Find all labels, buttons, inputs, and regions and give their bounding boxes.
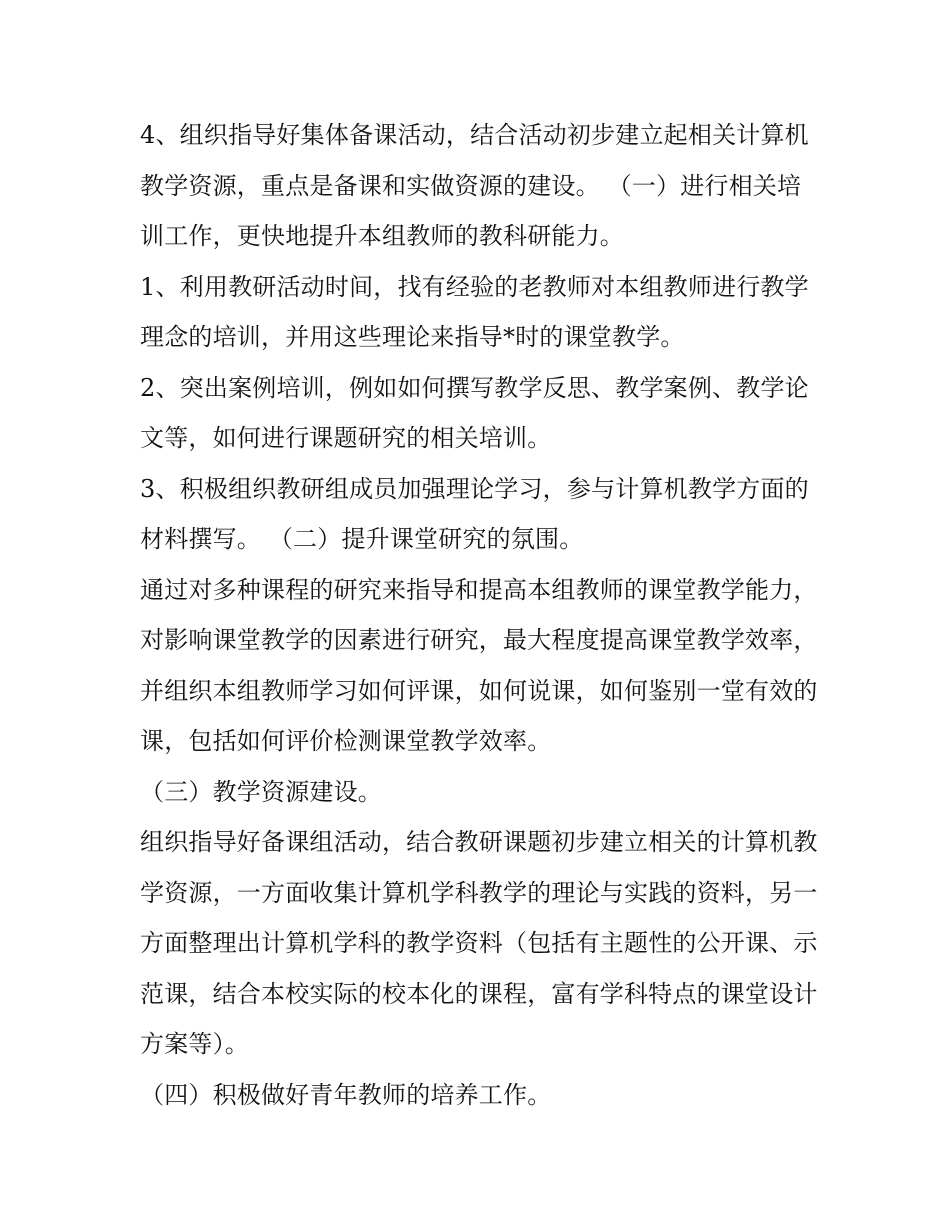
paragraph-item-1: 1、利用教研活动时间，找有经验的老教师对本组教师进行教学理念的培训，并用这些理论来指导*时的课堂教学。	[140, 272, 809, 351]
section-heading-young-teachers: （四）积极做好青年教师的培养工作。	[140, 1080, 552, 1109]
paragraph-item-4: 4、组织指导好集体备课活动，结合活动初步建立起相关计算机教学资源，重点是备课和实做资源的建设。 （一）进行相关培训工作，更快地提升本组教师的教科研能力。	[140, 121, 809, 250]
section-heading-resources: （三）教学资源建设。	[140, 777, 382, 806]
paragraph-item-2: 2、突出案例培训，例如如何撰写教学反思、教学案例、教学论文等，如何进行课题研究的相关培训。	[140, 373, 809, 452]
paragraph-item-3: 3、积极组织教研组成员加强理论学习，参与计算机教学方面的材料撰写。 （二）提升课堂研究的氛围。	[140, 474, 809, 553]
document-page	[140, 110, 820, 1120]
paragraph-resources: 组织指导好备课组活动，结合教研课题初步建立相关的计算机教学资源，一方面收集计算机学科教学的理论与实践的资料，另一方面整理出计算机学科的教学资料（包括有主题性的公开课、示范课，结合本校实际的校本化的课程，富有学科特点的课堂设计方案等）。	[140, 828, 818, 1058]
paragraph-classroom-research: 通过对多种课程的研究来指导和提高本组教师的课堂教学能力，对影响课堂教学的因素进行研究，最大程度提高课堂教学效率，并组织本组教师学习如何评课，如何说课，如何鉴别一堂有效的课，包括如何评价检测课堂教学效率。	[140, 575, 818, 755]
